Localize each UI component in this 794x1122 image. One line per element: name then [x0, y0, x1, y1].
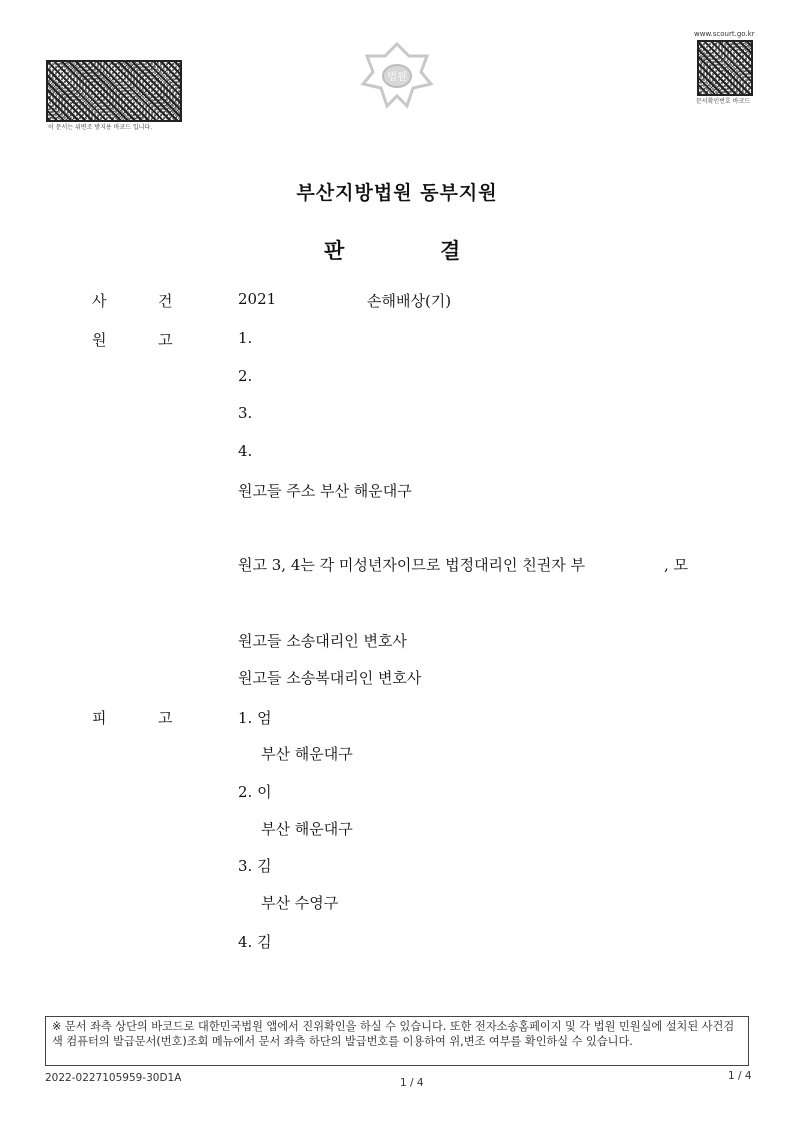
plaintiff-item: 1.	[238, 329, 253, 347]
authenticity-notice: ※ 문서 좌측 상단의 바코드로 대한민국법원 앱에서 진위확인을 하실 수 있습니다. 또한 전자소송홈페이지 및 각 법원 민원실에 설치된 사건검색 컴퓨터의 발급문서(번호)조회 메뉴에서 문서 좌측 하단의 발급번호를 이용하여 위,변조 여부를 확인하실 수 있습니다.	[45, 1016, 749, 1066]
plaintiff-address: 원고들 주소 부산 해운대구	[238, 482, 412, 500]
defendant-address: 부산 해운대구	[261, 820, 353, 838]
page-number-center: 1 / 4	[400, 1077, 424, 1089]
court-seal-icon	[355, 38, 439, 114]
defendant-address: 부산 해운대구	[261, 745, 353, 763]
plaintiff-label-1: 원	[92, 331, 107, 349]
doc-title-right: 결	[440, 239, 461, 263]
defendant-label-1: 피	[92, 709, 107, 727]
plaintiff-item: 3.	[238, 404, 253, 422]
defendant-label-2: 고	[158, 709, 173, 727]
defendant-address: 부산 수영구	[261, 894, 339, 912]
guardian-note: 원고 3, 4는 각 미성년자이므로 법정대리인 친권자 부	[238, 556, 586, 574]
document-qr-code	[697, 40, 753, 96]
authentication-barcode	[46, 60, 182, 122]
barcode-caption: 이 문서는 위변조 방지용 바코드 입니다.	[48, 124, 153, 131]
plaintiff-sub-attorney: 원고들 소송복대리인 변호사	[238, 669, 422, 687]
case-label-2: 건	[158, 292, 173, 310]
plaintiff-attorney: 원고들 소송대리인 변호사	[238, 632, 407, 650]
guardian-note-mother: , 모	[664, 556, 689, 574]
page-number-right: 1 / 4	[728, 1070, 752, 1082]
court-url: www.scourt.go.kr	[694, 30, 755, 38]
court-name: 부산지방법원 동부지원	[296, 182, 498, 204]
defendant-name: 4. 김	[238, 933, 272, 951]
case-name: 손해배상(기)	[367, 292, 452, 310]
plaintiff-item: 4.	[238, 442, 253, 460]
plaintiff-label-2: 고	[158, 331, 173, 349]
defendant-name: 2. 이	[238, 783, 272, 801]
case-label-1: 사	[92, 292, 107, 310]
plaintiff-item: 2.	[238, 367, 253, 385]
issue-number: 2022-0227105959-30D1A	[45, 1072, 182, 1084]
seal-text: 법원	[387, 72, 407, 83]
qr-caption: 문서확인번호 바코드	[696, 98, 751, 105]
case-number: 2021	[238, 290, 277, 308]
defendant-name: 3. 김	[238, 857, 272, 875]
doc-title-left: 판	[324, 239, 345, 263]
defendant-name: 1. 엄	[238, 709, 272, 727]
